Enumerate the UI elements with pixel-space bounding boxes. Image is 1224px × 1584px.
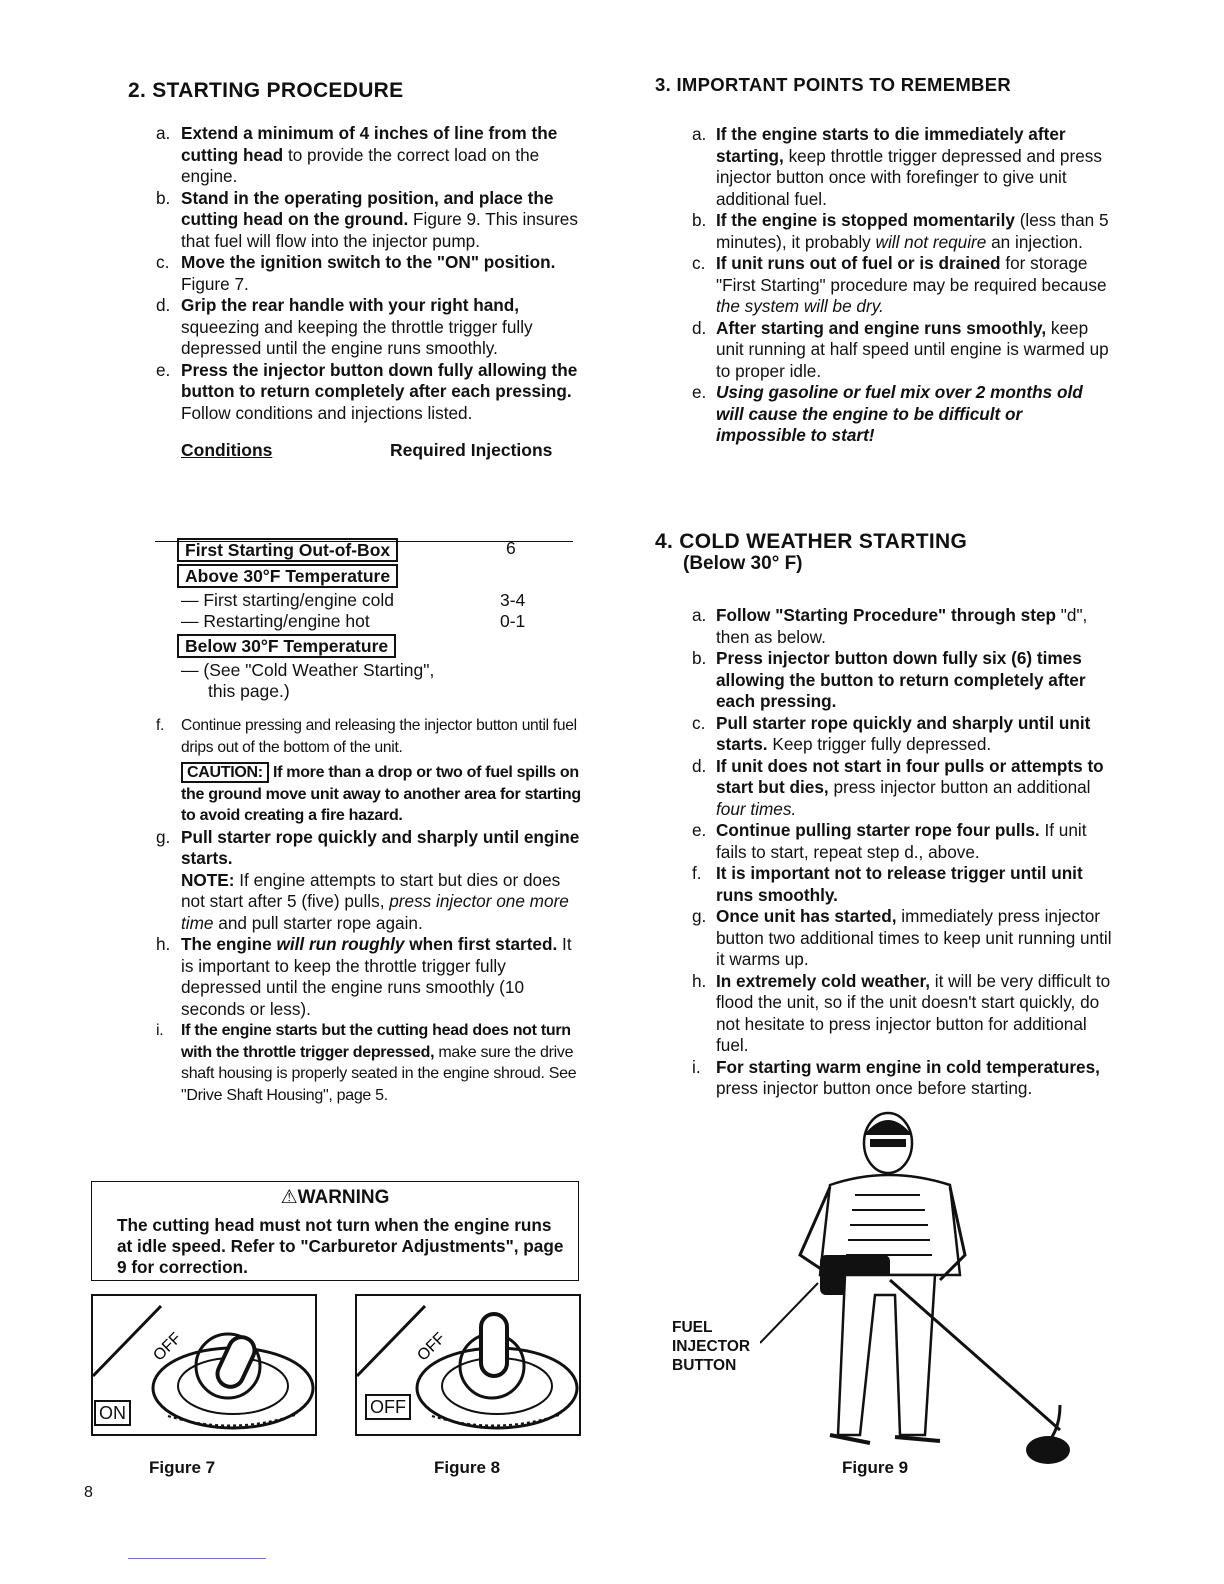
starting-steps xyxy=(124,123,584,464)
step-b: b. Stand in the operating position, and place the cutting head on the ground. Figure 9. This insures that fuel will flow into the injector pump. xyxy=(156,187,578,251)
switch-off-label: OFF xyxy=(365,1394,411,1420)
important-points-list xyxy=(655,124,1115,447)
condition-engine-hot: — Restarting/engine hot 0-1 xyxy=(181,611,526,631)
step-e: e. Press the injector button down fully allowing the button to return completely after each pressing. Follow conditions and injections listed. xyxy=(156,359,578,423)
cold-step-a: a. Follow "Starting Procedure" through step "d", then as below. xyxy=(692,605,1088,647)
warning-title: ⚠WARNING xyxy=(280,1187,390,1208)
step-i: i. If the engine starts but the cutting head does not turn with the throttle trigger depressed, make sure the drive shaft housing is properly seated in the engine shroud. See "Drive Shaft Housing", page 5. xyxy=(156,1022,577,1104)
figure-8-image xyxy=(355,1294,581,1436)
step-f: f. Continue pressing and releasing the injector button until fuel drips out of the bottom of the unit. xyxy=(156,717,577,756)
cold-step-e: e. Continue pulling starter rope four pulls. If unit fails to start, repeat step d., above. xyxy=(692,820,1087,862)
condition-above-30: Above 30°F Temperature xyxy=(124,562,584,588)
cold-step-d: d. If unit does not start in four pulls or attempts to start but dies, press injector button an additional four times. xyxy=(692,755,1104,819)
section-heading-cold-weather: 4. COLD WEATHER STARTING xyxy=(655,530,968,553)
figure-7-caption: Figure 7 xyxy=(149,1458,216,1477)
step-g: g. Pull starter rope quickly and sharply until engine starts. xyxy=(156,826,580,868)
section-heading-important-points: 3. IMPORTANT POINTS TO REMEMBER xyxy=(655,74,1012,95)
condition-below-30: Below 30°F Temperature xyxy=(124,632,584,658)
cold-step-c: c. Pull starter rope quickly and sharply until unit starts. Keep trigger fully depressed. xyxy=(692,712,1091,754)
bottom-rule xyxy=(128,1558,266,1559)
point-e: e. Using gasoline or fuel mix over 2 months old will cause the engine to be difficult or impossible to start! xyxy=(692,382,1083,445)
cold-step-f: f. It is important not to release trigger until unit runs smoothly. xyxy=(692,863,1083,905)
section-heading-starting-procedure: 2. STARTING PROCEDURE xyxy=(128,79,404,102)
fuel-injector-callout: FUEL INJECTOR BUTTON xyxy=(672,1319,751,1374)
figure-7-image xyxy=(91,1294,317,1436)
point-a: a. If the engine starts to die immediately after starting, keep throttle trigger depressed and press injector button once with forefinger to give unit additional fuel. xyxy=(692,124,1102,209)
figure-9-caption: Figure 9 xyxy=(842,1458,909,1477)
starting-steps-continued xyxy=(124,715,584,1106)
cold-step-i: i. For starting warm engine in cold temperatures, press injector button once before starting. xyxy=(692,1056,1100,1098)
condition-below-note: — (See "Cold Weather Starting", xyxy=(181,660,435,680)
point-d: d. After starting and engine runs smoothly, keep unit running at half speed until engine is warmed up to proper idle. xyxy=(692,317,1109,381)
warning-text: The cutting head must not turn when the engine runs at idle speed. Refer to "Carburetor Adjustments", page 9 for correction. xyxy=(117,1215,564,1277)
cold-step-h: h. In extremely cold weather, it will be very difficult to flood the unit, so if the unit doesn't start quickly, do not hesitate to press injector button for additional fuel. xyxy=(692,970,1111,1055)
cold-step-g: g. Once unit has started, immediately press injector button two additional times to keep unit running until it warms up. xyxy=(692,906,1112,969)
cold-weather-subheading: (Below 30° F) xyxy=(683,553,803,574)
figure-9-operator-illustration xyxy=(760,1105,1090,1485)
condition-engine-cold: — First starting/engine cold 3-4 xyxy=(181,590,526,610)
conditions-table-header xyxy=(124,440,584,464)
step-h: h. The engine will run roughly when first started. It is important to keep the throttle trigger fully depressed until the engine runs smoothly (10 seconds or less). xyxy=(156,934,572,1019)
note-block: NOTE: If engine attempts to start but dies or does not start after 5 (five) pulls, press injector one more time and pull starter rope again. xyxy=(181,869,569,933)
conditions-table xyxy=(124,536,584,703)
point-c: c. If unit runs out of fuel or is drained for storage "First Starting" procedure may be required because the system will be dry. xyxy=(692,253,1107,316)
step-a: a. Extend a minimum of 4 inches of line from the cutting head to provide the correct load on the engine. xyxy=(156,123,558,186)
svg-text:OFF: OFF xyxy=(150,1329,185,1365)
conditions-header: Conditions xyxy=(181,440,273,460)
point-b: b. If the engine is stopped momentarily (less than 5 minutes), it probably will not require an injection. xyxy=(692,210,1109,252)
condition-first-starting: First Starting Out-of-Box 6 xyxy=(124,536,584,562)
page-number: 8 xyxy=(84,1484,93,1501)
injections-header: Required Injections xyxy=(390,440,553,460)
warning-triangle-icon: ⚠ xyxy=(280,1187,298,1208)
svg-text:OFF: OFF xyxy=(414,1329,449,1365)
figure-8-caption: Figure 8 xyxy=(434,1458,501,1477)
step-c: c. Move the ignition switch to the "ON" position. Figure 7. xyxy=(156,252,556,294)
switch-on-label: ON xyxy=(94,1400,131,1426)
caution-label: CAUTION: xyxy=(181,762,269,783)
condition-below-note-2: this page.) xyxy=(208,681,290,701)
cold-weather-steps xyxy=(655,605,1115,1100)
warning-box xyxy=(91,1181,579,1281)
cold-step-b: b. Press injector button down fully six (6) times allowing the button to return completely after each pressing. xyxy=(692,648,1086,711)
caution-block: CAUTION: If more than a drop or two of fuel spills on the ground move unit away to another area for starting to avoid creating a fire hazard. xyxy=(181,764,581,824)
step-d: d. Grip the rear handle with your right hand, squeezing and keeping the throttle trigger fully depressed until the engine runs smoothly. xyxy=(156,295,533,358)
